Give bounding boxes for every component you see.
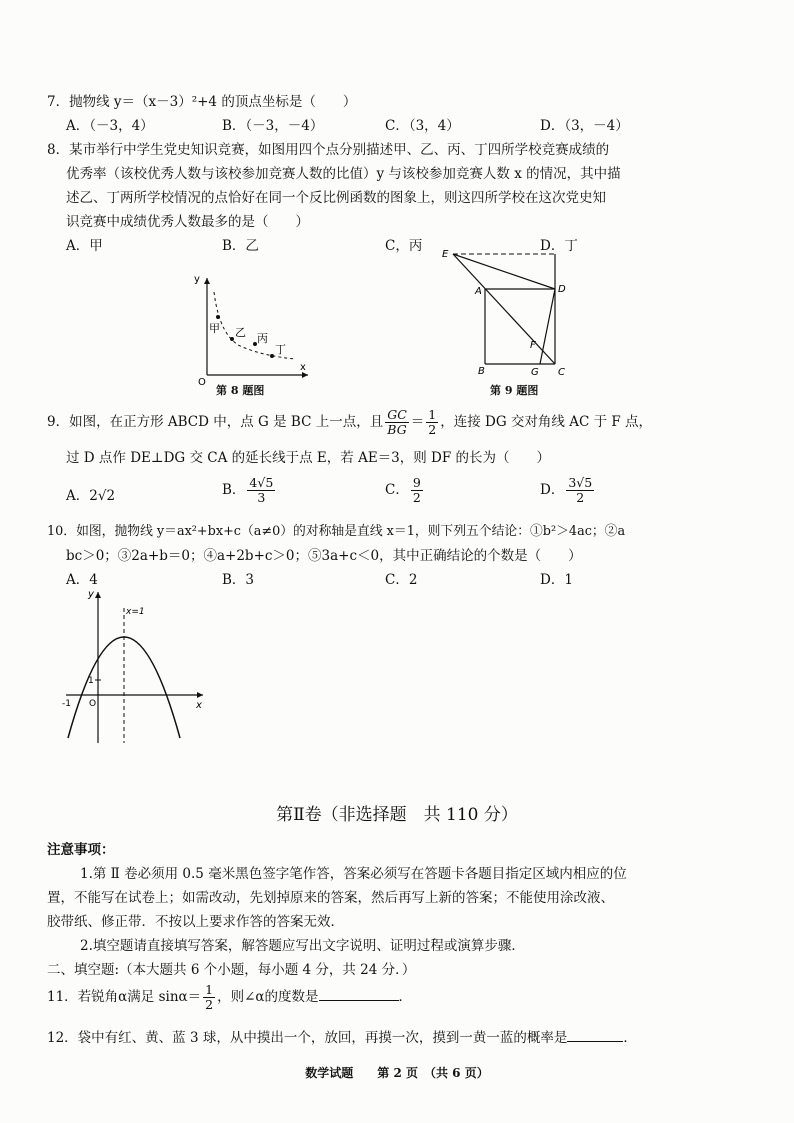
q9-option-c-frac	[411, 476, 423, 505]
q8-option-d: D．丁	[540, 238, 578, 254]
page-footer: 数学试题 第 2 页 （共 6 页）	[305, 1066, 489, 1080]
point-jia	[216, 315, 220, 319]
fig10-origin: O	[89, 699, 97, 709]
q8-option-a: A．甲	[66, 238, 103, 254]
note1-line3: 胶带纸、修正带．不按以上要求作答的答案无效．	[47, 914, 344, 930]
q8-line3: 述乙、丁两所学校情况的点恰好在同一个反比例函数的图象上，则这四所学校在这次党史知	[66, 190, 606, 206]
q10-line2: bc＞0；③2a+b＝0；④a+2b+c＞0；⑤3a+c＜0，其中正确结论的个数是（ ）	[66, 548, 582, 564]
fig8-label-ding: 丁	[275, 343, 286, 356]
q9-option-d-frac	[566, 476, 594, 505]
q11-post: ，则∠α的度数是	[217, 989, 319, 1005]
fig9-label-c: C	[558, 367, 565, 378]
q9-line1	[47, 405, 652, 439]
q7-option-b: B．（－3，－4）	[222, 118, 324, 134]
fig8-label-bing: 丙	[257, 332, 268, 345]
q9-half-num: 1	[428, 407, 437, 422]
q10-option-b: B．3	[222, 572, 255, 588]
fig10-axis-label: x=1	[126, 607, 145, 617]
fig8-label-yi: 乙	[235, 326, 246, 339]
fig9-label-d: D	[558, 284, 566, 295]
note2: 2.填空题请直接填写答案，解答题应写出文字说明、证明过程或演算步骤．	[80, 938, 525, 954]
q9-frac-num: GC	[387, 407, 407, 422]
q11-pre: 11．若锐角α满足 sinα＝	[47, 989, 202, 1005]
q12-end: ．	[623, 1030, 637, 1046]
figure-10	[58, 588, 208, 748]
q7-option-c: C．（3，4）	[385, 118, 460, 134]
q9-option-c-label: C．	[385, 482, 409, 498]
fig9-label-e: E	[442, 249, 449, 260]
q9-fraction-half	[426, 408, 438, 437]
q12-text: 12．袋中有红、黄、蓝 3 球，从中摸出一个，放回，再摸一次，摸到一黄一蓝的概率是	[47, 1030, 568, 1046]
q7-stem: 7．抛物线 y＝（x－3）²+4 的顶点坐标是（ ）	[47, 94, 357, 110]
fill-blank-header: 二、填空题:（本大题共 6 个小题，每小题 4 分，共 24 分．）	[47, 962, 416, 978]
fig10-y-label: y	[88, 589, 94, 600]
q9-option-b-den: 3	[257, 490, 266, 505]
fig10-minus-one: -1	[62, 699, 71, 709]
q9-option-d	[540, 472, 596, 508]
q9-option-a: A．2√2	[66, 488, 116, 504]
q10-option-a: A．4	[66, 572, 98, 588]
q9-eq: ＝	[410, 414, 425, 430]
q11-fraction	[203, 983, 215, 1012]
fig10-x-label: x	[196, 700, 202, 711]
q9-frac-den: BG	[387, 422, 407, 437]
figure-9	[438, 244, 578, 382]
fig8-x-label: x	[300, 362, 306, 373]
fig8-origin: O	[198, 377, 206, 388]
q9-line2: 过 D 点作 DE⊥DG 交 CA 的延长线于点 E，若 AE＝3，则 DF 的长为（ ）	[66, 450, 551, 466]
note1-line1: 1.第 Ⅱ 卷必须用 0.5 毫米黑色签字笔作答，答案必须写在答题卡各题目指定区域内相应的位	[80, 866, 627, 882]
fig9-label-f: F	[530, 340, 536, 351]
q8-option-b: B．乙	[222, 238, 259, 254]
q11-num: 1	[205, 982, 214, 997]
q11-end: ．	[398, 989, 413, 1005]
q9-option-d-den: 2	[576, 490, 585, 505]
fig9-label-b: B	[478, 366, 485, 377]
q12-answer-blank[interactable]	[567, 1029, 623, 1042]
fig10-one: 1	[88, 676, 94, 686]
q11-answer-blank[interactable]	[319, 988, 399, 1001]
point-yi	[230, 337, 234, 341]
q10-option-d: D．1	[540, 572, 573, 588]
fig9-label-g: G	[531, 367, 539, 378]
section2-title: 第Ⅱ卷（非选择题 共 110 分）	[276, 805, 518, 825]
q11-den: 2	[205, 997, 214, 1012]
q12	[47, 1026, 637, 1046]
q8-line2: 优秀率（该校优秀人数与该校参加竞赛人数的比值）y 与该校参加竞赛人数 x 的情况，其中描	[66, 166, 621, 182]
note1-line2: 置，不能写在试卷上；如需改动，先划掉原来的答案，然后再写上新的答案；不能使用涂改液、	[47, 890, 614, 906]
q9-option-d-label: D．	[540, 482, 565, 498]
q8-line4: 识竞赛中成绩优秀人数最多的是（ ）	[66, 214, 309, 230]
q10-line1: 10．如图，抛物线 y＝ax²+bx+c（a≠0）的对称轴是直线 x＝1，则下列五个结论：①b²＞4ac；②a	[47, 524, 626, 539]
q8-line1: 8．某市举行中学生党史知识竞赛，如图用四个点分别描述甲、乙、丙、丁四所学校竞赛成绩的	[47, 142, 610, 158]
q10-option-c: C．2	[385, 572, 418, 588]
q7-option-d: D．（3，－4）	[540, 118, 629, 134]
fig8-caption: 第 8 题图	[216, 384, 265, 397]
fig9-label-a: A	[475, 286, 482, 297]
q9-option-d-num: 3√5	[568, 475, 593, 490]
fig8-y-label: y	[194, 274, 200, 285]
q9-fraction-gc-bg	[385, 408, 409, 437]
q9-half-den: 2	[428, 422, 437, 437]
q9-line1-a: 9．如图，在正方形 ABCD 中，点 G 是 BC 上一点，且	[47, 414, 384, 430]
q11	[47, 980, 412, 1014]
q7-option-a: A．（－3，4）	[66, 118, 154, 134]
q9-option-b-frac	[247, 476, 275, 505]
q9-option-b	[222, 472, 277, 508]
notes-title: 注意事项：	[47, 842, 115, 858]
q9-option-b-label: B．	[222, 482, 246, 498]
q9-option-c-den: 2	[412, 490, 421, 505]
q9-option-c-num: 9	[412, 475, 421, 490]
figure-8	[190, 270, 315, 400]
point-ding	[270, 354, 274, 358]
q8-option-c: C，丙	[385, 238, 423, 254]
q9-option-c	[385, 472, 425, 508]
fig9-caption: 第 9 题图	[490, 384, 539, 397]
q9-option-b-num: 4√5	[249, 475, 274, 490]
fig8-label-jia: 甲	[209, 322, 220, 335]
q9-line1-b: ，连接 DG 交对角线 AC 于 F 点，	[440, 414, 653, 430]
